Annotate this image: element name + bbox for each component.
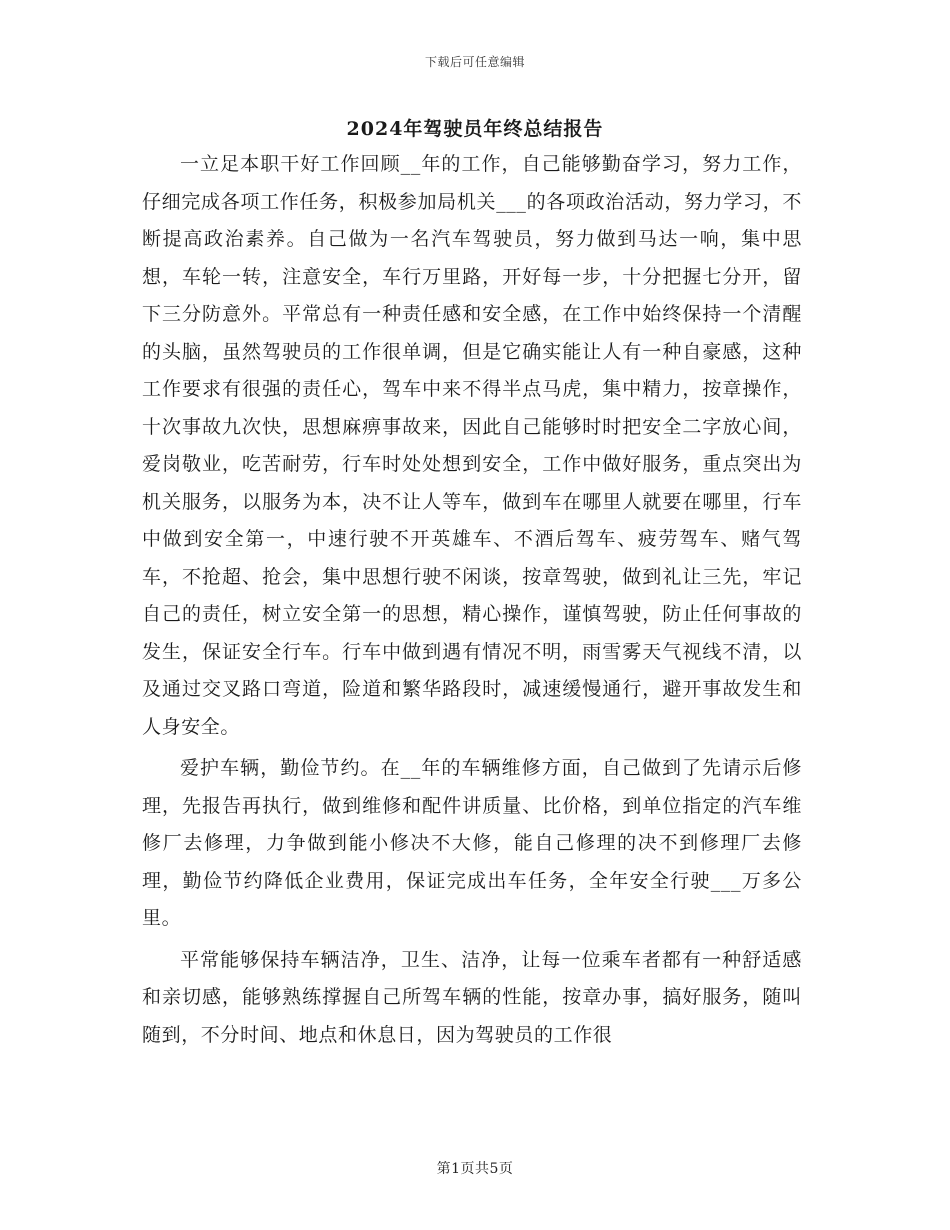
document-body — [142, 146, 802, 1058]
paragraph-1: 一立足本职干好工作回顾__年的工作，自己能够勤奋学习，努力工作，仔细完成各项工作任务，积极参加局机关___的各项政治活动，努力学习，不断提高政治素养。自己做为一名汽车驾驶员，努力做到马达一响，集中思想，车轮一转，注意安全，车行万里路，开好每一步，十分把握七分开，留下三分防意外。平常总有一种责任感和安全感，在工作中始终保持一个清醒的头脑，虽然驾驶员的工作很单调，但是它确实能让人有一种自豪感，这种工作要求有很强的责任心，驾车中来不得半点马虎，集中精力，按章操作，十次事故九次快，思想麻痹事故来，因此自己能够时时把安全二字放心间，爱岗敬业，吃苦耐劳，行车时处处想到安全，工作中做好服务，重点突出为机关服务，以服务为本，决不让人等车，做到车在哪里人就要在哪里，行车中做到安全第一，中速行驶不开英雄车、不酒后驾车、疲劳驾车、赌气驾车，不抢超、抢会，集中思想行驶不闲谈，按章驾驶，做到礼让三先，牢记自己的责任，树立安全第一的思想，精心操作，谨慎驾驶，防止任何事故的发生，保证安全行车。行车中做到遇有情况不明，雨雪雾天气视线不清，以及通过交叉路口弯道，险道和繁华路段时，减速缓慢通行，避开事故发生和人身安全。 — [142, 153, 802, 738]
paragraph-2: 爱护车辆，勤俭节约。在__年的车辆维修方面，自己做到了先请示后修理，先报告再执行，做到维修和配件讲质量、比价格，到单位指定的汽车维修厂去修理，力争做到能小修决不大修，能自己修理的决不到修理厂去修理，勤俭节约降低企业费用，保证完成出车任务，全年安全行驶___万多公里。 — [142, 757, 802, 929]
page-number: 第1页共5页 — [436, 1161, 514, 1177]
document-title: 2024年驾驶员年终总结报告 — [346, 118, 604, 140]
paragraph-3: 平常能够保持车辆洁净，卫生、洁净，让每一位乘车者都有一种舒适感和亲切感，能够熟练撑握自己所驾车辆的性能，按章办事，搞好服务，随叫随到，不分时间、地点和休息日，因为驾驶员的工作很 — [142, 948, 802, 1046]
header-note: 下载后可任意编辑 — [424, 55, 525, 69]
